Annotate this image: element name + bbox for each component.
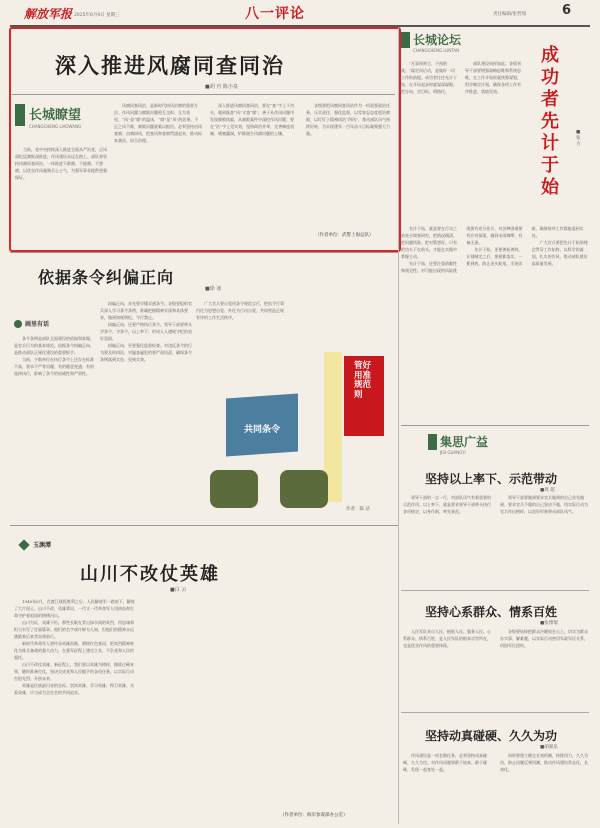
- article-divider: [401, 712, 589, 713]
- picture-talk-icon: [14, 320, 22, 328]
- hills-author-note: （作者单位：海军参谋部办公室）: [280, 813, 348, 818]
- hills-byline: ■白 云: [170, 587, 187, 593]
- square-article3-body: 作风建设是一项长期任务，必须坚持动真碰硬、久久为功。对作风问题要敢于较真、敢于碰硬，发现一起查处一起。 同时要建立健全长效机制，持续用力、久久为功，防止问题反弹回潮，推动作风建设常态化、长效化。: [403, 753, 588, 772]
- lead-article-title: 深入推进风腐同查同治: [55, 53, 285, 78]
- correct-col-2: 纠偏正向，首先要学懂弄通条令。各级要组织官兵深入学习条令条例，准确把握精神实质和具体要求，做到知规明纪、令行禁止。 纠偏正向，还要严格执行条令。领导干部要带头学条令、守条令，以上率下，形成人人遵规守纪的良好氛围。 纠偏正向，更要强化监督检查。对违反条令的行为要及时纠治，对屡查屡犯的要严肃问责，确保条令条例落到实处、见到实效。: [100, 301, 192, 362]
- correct-col-3-top: 广大官兵要自觉用条令规范言行，把依令行事内化为思想自觉、外化为行动自觉，共同营造正规有序的工作生活秩序。: [196, 301, 284, 320]
- editor-credit: 责任编辑/张哲瑞: [493, 12, 527, 17]
- section-rule: [10, 525, 398, 526]
- hills-article-title: 山川不改仗英雄: [80, 564, 220, 585]
- issue-date: 2025年6月4日 星期三: [74, 13, 120, 18]
- square-article2-title: 坚持心系群众、情系百姓: [425, 605, 558, 619]
- square-article3-title: 坚持动真碰硬、久久为功: [425, 729, 558, 743]
- cartoon-soldier-right: [280, 470, 328, 508]
- page-number: 6: [562, 3, 572, 18]
- lead-author-note: （作者单位：武警上海总队）: [315, 233, 374, 238]
- lead-rule: [12, 94, 395, 95]
- forum-vertical-title: 成功者先计于始: [541, 45, 559, 198]
- changcheng-liaowang-badge: [15, 102, 107, 140]
- square-article2-body: 人民军队来自人民、植根人民、服务人民。心系群众、情系百姓，是人民军队的根本宗旨所在，也是优良作风的重要体现。 各级要始终把群众冷暖放在心上，切实为群众办实事、解难题，以实际行动密切军政军民关系，巩固军民团结。: [403, 629, 588, 648]
- forum-body-lower: 先计于始，就是要在行动之前充分调查研究，把情况摸清、把问题找准、把对策想好。只有把功夫下在前头，才能在实践中掌握主动。 先计于始，还要注重前瞻性和预见性。对可能出现的风险挑战要有充分估计，对各种困难要有应对预案，做到未雨绸缪、有备无患。 先计于始，更要善始善终。计划制定之后，要狠抓落实，一抓到底，防止虎头蛇尾、半途而废，确保每项工作都能落到实处。 广大官兵要把先计于始的理念贯穿工作始终，以科学的谋划、扎实的作风，推动部队建设高质量发展。: [401, 226, 588, 273]
- picture-talk-label: 画里有话: [25, 321, 50, 328]
- lead-col-1: 当前，党中央持续深入推进全面从严治党，正风肃纪反腐纵深推进，作风建设永远在路上。部队要坚持风腐同查同治，一体推进不敢腐、不能腐、不想腐，以优良作风凝聚兵心士气，为强军事业提供坚强保证。: [15, 147, 107, 180]
- correct-byline: ■徐 冰: [205, 286, 222, 292]
- forum-body-upper: “凡事预则立，不预则废。”谋定而后动，是做好一切工作的前提。成功者往往先计于始，在开局起步时就谋深谋细，把方向、定目标、明路径。 部队建设同样如此。各级领导干部要增强战略思维和系统思维，在工作开始时就统筹谋划，科学制定计划，确保各项工作有序推进、落地见效。: [401, 61, 521, 94]
- newspaper-logo: 解放军报: [24, 7, 73, 21]
- correct-article-title: 依据条令纠偏正向: [38, 268, 175, 287]
- yuyuantan-label: 玉渊潭: [33, 542, 52, 549]
- jisi-badge-subtitle: JISI GUANGYI: [440, 450, 466, 455]
- square-article1-body: 领导干部的一言一行，对部队风气有着重要的示范作用。以上率下，就是要求领导干部带头执行各项规定，以身作则、率先垂范。 领导干部要做到要求官兵做到的自己首先做到，要求官兵不做的自己坚决不做，用实际行动为官兵作出榜样，以良好形象带动部队风气。: [403, 495, 588, 514]
- badge-bar: [428, 434, 437, 450]
- cartoon-illustration: [196, 352, 396, 520]
- jisi-guangyi-badge: [428, 432, 538, 458]
- badge-title: 长城瞭望: [29, 108, 82, 123]
- picture-talk-badge: [14, 318, 62, 330]
- lead-body-text: 风腐同查同治，是新时代纠风治腐的重要方法。作风问题与腐败问题相互交织、互为表里，“风”是“腐”的温床，“腐”是“风”的恶果。不正之风不除，腐败问题就难以根治。必须坚持由风查腐、由腐纠风，把查风和查腐贯通起来，推动标本兼治、综合治理。 深入推进风腐同查同治，要在“查”字上下功夫，做到既查“风”又查“腐”，善于从作风问题中发现腐败线索，从腐败案件中深挖作风问题；要在“治”字上见实效，坚持纠治并举，完善制度机制，堵塞漏洞，铲除滋生风腐问题的土壤。 各级要把风腐同查同治作为一项重要政治任务，压实责任、强化监督，以零容忍态度惩治腐败，以钉钉子精神纠治“四风”，推动部队风气持续好转，为实现建军一百年奋斗目标凝聚强大力量。: [114, 103, 391, 143]
- hills-title-spacer: [14, 540, 136, 598]
- cartoon-book-label: 共同条令: [244, 425, 281, 435]
- jisi-badge-title: 集思广益: [440, 435, 489, 449]
- hills-body-text: 1949年6月，在渡江战役胜利之后，人民解放军一路南下，解放了大片国土。山川不改，英雄辈出，一代又一代革命军人用热血和生命守护着祖国的锦绣河山。 山川为证，英雄不朽。那些长眠在青山绿水间的英烈，用忠诚和担当书写了壮丽篇章。他们的名字或许鲜为人知，但他们的精神永远激励着后来者奋勇前行。 新时代革命军人要传承英雄血脉，赓续红色基因，把英烈精神转化为练兵备战的强大动力，在强军征程上建功立业，不负党和人民的重托。 山川不改仗英雄。新征程上，我们要以英雄为榜样，锤炼过硬本领，随时准备打仗，坚决完成党和人民赋予的各项任务，以实际行动告慰先烈、开创未来。 英雄是民族最闪亮的坐标。崇尚英雄、学习英雄、捍卫英雄、关爱英雄，应当成为全社会的共同追求。: [14, 540, 396, 820]
- article-divider: [401, 590, 589, 591]
- lead-byline: ■胡 舟 陈小泉: [205, 84, 238, 90]
- forum-byline: ■张力: [576, 130, 581, 147]
- square-article1-byline: ■周 超: [540, 488, 555, 493]
- section-rule: [401, 425, 589, 426]
- cartoon-soldier-left: [210, 470, 258, 508]
- badge-bar: [15, 104, 25, 126]
- forum-badge-title: 长城论坛: [413, 33, 462, 47]
- column-divider: [398, 28, 399, 824]
- forum-badge-subtitle: CHANGCHENG LUNTAN: [413, 48, 460, 53]
- square-article2-byline: ■张博瑞: [540, 621, 558, 626]
- cartoon-credit: 作者：陈 洁: [346, 507, 370, 512]
- badge-bar: [401, 32, 410, 48]
- badge-subtitle: CHANGCHENG LIAOWANG: [29, 124, 82, 129]
- section-title: 八一评论: [245, 6, 305, 22]
- changcheng-luntan-badge: [401, 30, 511, 56]
- correct-col-1: 条令条例是部队全面建设的依据和准绳，是官兵行为的基本规范。依据条令纠偏正向，是推动部队正规化建设的重要抓手。 当前，少数单位在执行条令上还存在标准不高、要求不严等问题，有的随意变通，有的选择执行，影响了条令的权威性和严肃性。: [14, 336, 94, 376]
- square-article1-title: 坚持以上率下、示范带动: [425, 472, 558, 486]
- section-rule: [10, 252, 398, 253]
- cartoon-board-text: 管好用准规范则: [354, 361, 372, 400]
- square-article3-byline: ■胡嘉乐: [540, 745, 558, 750]
